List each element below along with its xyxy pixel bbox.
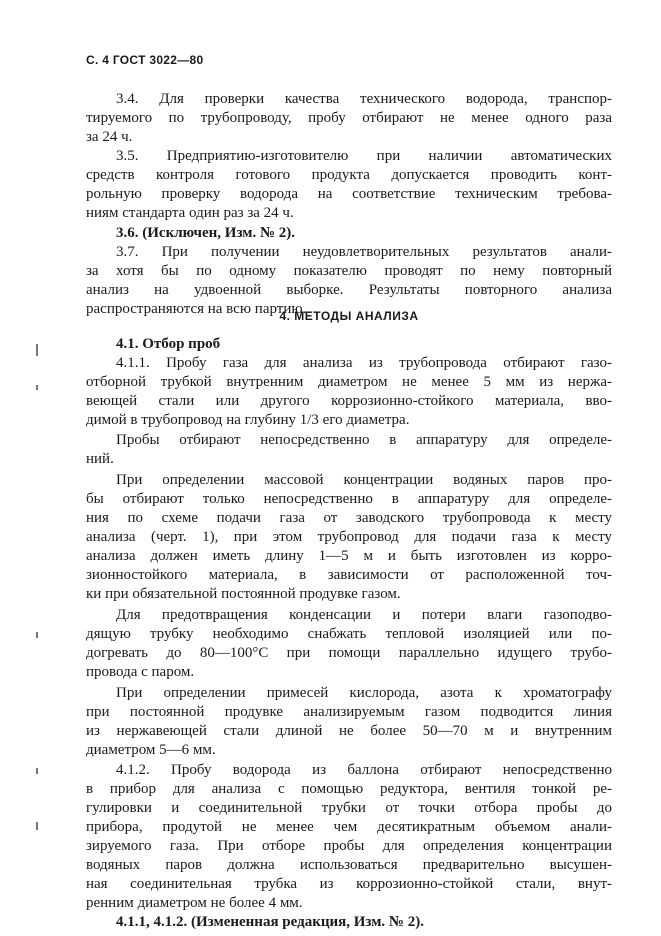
text-line: в прибор для анализа с помощью редуктора, вентиля тонкой ре-	[86, 781, 612, 797]
text-line: бы отбирают только непосредственно в аппаратуру для определе-	[86, 491, 612, 507]
scan-mark	[36, 344, 38, 356]
scan-mark	[36, 632, 38, 638]
subsection-heading: 4.1. Отбор проб	[116, 336, 221, 352]
text-line: при постоянной продувке анализируемым газом подводится линия	[86, 704, 612, 720]
text-line: зионностойкого материала, в зависимости от расположенной точ-	[86, 567, 612, 583]
text-line: Пробы отбирают непосредственно в аппаратуру для определе-	[116, 432, 612, 448]
text-line: 4.1.2. Пробу водорода из баллона отбирают непосредственно	[116, 762, 612, 778]
scan-mark	[36, 822, 38, 830]
text-line: дящую трубку необходимо снабжать тепловой изоляцией или по-	[86, 626, 612, 642]
section-heading: 4. МЕТОДЫ АНАЛИЗА	[279, 309, 419, 323]
text-line: 3.5. Предприятию-изготовителю при наличии автоматических	[116, 148, 612, 164]
text-line: рольную проверку водорода на соответствие техническим требова-	[86, 186, 612, 202]
text-line: 4.1.1, 4.1.2. (Измененная редакция, Изм. № 2).	[116, 914, 425, 930]
text-line: ний.	[86, 451, 114, 467]
text-line: провода с паром.	[86, 664, 195, 680]
text-line: димой в трубопровод на глубину 1/3 его диаметра.	[86, 412, 410, 428]
text-line: ная соединительная трубка из коррозионно-стойкой стали, внут-	[86, 876, 612, 892]
scan-mark	[36, 768, 38, 774]
text-line: водяных паров должна использоваться предварительно высушен-	[86, 857, 612, 873]
scan-mark	[36, 385, 38, 390]
text-line: веющей стали или другого коррозионно-стойкого материала, вво-	[86, 393, 612, 409]
text-line: зируемого газа. При отборе пробы для определения концентрации	[86, 838, 612, 854]
text-line: отборной трубкой внутренним диаметром не менее 5 мм из нержа-	[86, 374, 612, 390]
text-line: 3.6. (Исключен, Изм. № 2).	[116, 225, 296, 241]
text-line: анализа должен иметь длину 1—5 м и быть изготовлен из корро-	[86, 548, 612, 564]
text-line: 4.1.1. Пробу газа для анализа из трубопровода отбирают газо-	[116, 355, 612, 371]
text-line: распространяются на всю партию.	[86, 301, 307, 317]
text-line: 3.7. При получении неудовлетворительных результатов анали-	[116, 244, 612, 260]
text-line: Для предотвращения конденсации и потери влаги газоподво-	[116, 607, 612, 623]
text-line: ки при обязательной постоянной продувке газом.	[86, 586, 401, 602]
text-line: за 24 ч.	[86, 129, 133, 145]
text-line: ния по схеме подачи газа от заводского трубопровода к месту	[86, 510, 612, 526]
text-line: гулировки и соединительной трубки от точки отбора пробы до	[86, 800, 612, 816]
text-line: из нержавеющей стали длиной не более 50—70 м и внутренним	[86, 723, 612, 739]
text-line: средств контроля готового продукта допускается проводить конт-	[86, 167, 612, 183]
text-line: анализа (черт. 1), при этом трубопровод для подачи газа к месту	[86, 529, 612, 545]
text-line: тируемого по трубопроводу, пробу отбирают не менее одного раза	[86, 110, 612, 126]
text-line: ниям стандарта один раз за 24 ч.	[86, 205, 294, 221]
text-line: При определении примесей кислорода, азота к хроматографу	[116, 685, 612, 701]
text-line: 3.4. Для проверки качества технического водорода, транспор-	[116, 91, 612, 107]
text-line: ренним диаметром не более 4 мм.	[86, 895, 303, 911]
text-line: прибора, продутой не менее чем десятикратным объемом анали-	[86, 819, 612, 835]
text-line: за хотя бы по одному показателю проводят по нему повторный	[86, 263, 612, 279]
text-line: догревать до 80—100°С при помощи параллельно идущего трубо-	[86, 645, 612, 661]
text-line: При определении массовой концентрации водяных паров про-	[116, 472, 612, 488]
page-header: С. 4 ГОСТ 3022—80	[86, 53, 204, 67]
text-line: диаметром 5—6 мм.	[86, 742, 216, 758]
text-line: анализ на удвоенной выборке. Результаты повторного анализа	[86, 282, 612, 298]
